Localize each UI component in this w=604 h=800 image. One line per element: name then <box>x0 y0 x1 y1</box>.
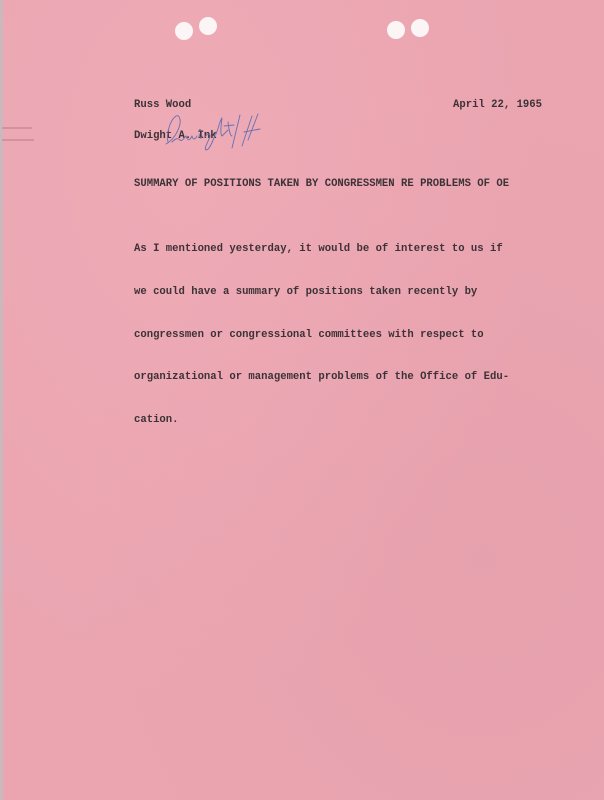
body-line: congressmen or congressional committees with respect to <box>134 328 484 341</box>
body-line: cation. <box>134 413 179 426</box>
punch-hole <box>387 21 405 39</box>
memo-date: April 22, 1965 <box>453 99 543 111</box>
memo-body <box>134 214 509 455</box>
punch-hole <box>175 22 193 40</box>
body-line: we could have a summary of positions taken recently by <box>134 286 478 299</box>
body-line: As I mentioned yesterday, it would be of interest to us if <box>134 243 503 256</box>
body-line: organizational or management problems of the Office of Edu- <box>134 371 510 384</box>
punch-hole <box>199 17 217 35</box>
handwritten-signature-icon <box>160 112 270 152</box>
memo-subject: SUMMARY OF POSITIONS TAKEN BY CONGRESSMEN RE PROBLEMS OF OE <box>134 178 510 190</box>
bleed-through-mark <box>2 139 34 141</box>
page-edge <box>0 0 3 800</box>
memo-from: Dwight A. Ink <box>134 130 217 142</box>
memo-to: Russ Wood <box>134 99 192 111</box>
punch-hole <box>411 19 429 37</box>
bleed-through-mark <box>2 127 32 129</box>
